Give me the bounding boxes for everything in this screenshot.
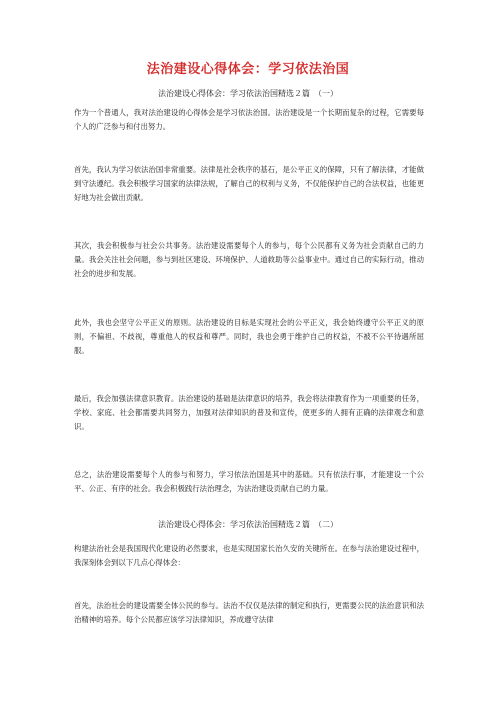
section-1-paragraph-1: 作为一个普通人，我对法治建设的心得体会是学习依法治国。法治建设是一个长期而复杂的过程，它需要每个人的广泛参与和付出努力。	[74, 108, 424, 131]
section-1-subtitle: 法治建设心得体会：学习依法治国精选２篇 （一）	[158, 89, 338, 98]
section-1-paragraph-2: 首先，我认为学习依法治国非常重要。法律是社会秩序的基石，是公平正义的保障，只有了解法律，才能做到守法遵纪。我会积极学习国家的法律法规，了解自己的权利与义务，不仅能保护自己的合法权益，也能更好地为社会做出贡献。	[74, 165, 424, 202]
section-2-paragraph-1: 构建法治社会是我国现代化建设的必然要求，也是实现国家长治久安的关键所在。在参与法治建设过程中，我深刻体会到以下几点心得体会：	[74, 544, 424, 567]
section-1-paragraph-6: 总之，法治建设需要每个人的参与和努力，学习依法治国是其中的基础。只有依法行事，才能建设一个公平、公正、有序的社会。我会积极践行法治理念，为法治建设贡献自己的力量。	[74, 470, 424, 493]
section-2-subtitle: 法治建设心得体会：学习依法治国精选２篇 （二）	[158, 520, 338, 529]
section-1-paragraph-5: 最后，我会加强法律意识教育。法治建设的基础是法律意识的培养，我会将法律教育作为一项重要的任务，学校、家庭、社会都需要共同努力，加强对法律知识的普及和宣传，使更多的人拥有正确的法律观念和意识。	[74, 394, 424, 431]
section-1-paragraph-4: 此外，我也会坚守公平正义的原则。法治建设的目标是实现社会的公平正义，我会始终遵守公平正义的原则，不偏袒、不歧视，尊重他人的权益和尊严。同时，我也会勇于维护自己的权益，不被不公平待遇所屈服。	[74, 318, 424, 355]
document-title: 法治建设心得体会：学习依法治国	[146, 62, 350, 77]
section-1-paragraph-3: 其次，我会积极参与社会公共事务。法治建设需要每个人的参与，每个公民都有义务为社会贡献自己的力量。我会关注社会问题，参与到社区建设、环境保护、人道救助等公益事业中。通过自己的实际行动，推动社会的进步和发展。	[74, 241, 424, 278]
section-2-paragraph-2: 首先，法治社会的建设需要全体公民的参与。法治不仅仅是法律的制定和执行，更需要公民的法治意识和法治精神的培养。每个公民都应该学习法律知识，养成遵守法律	[74, 601, 424, 624]
